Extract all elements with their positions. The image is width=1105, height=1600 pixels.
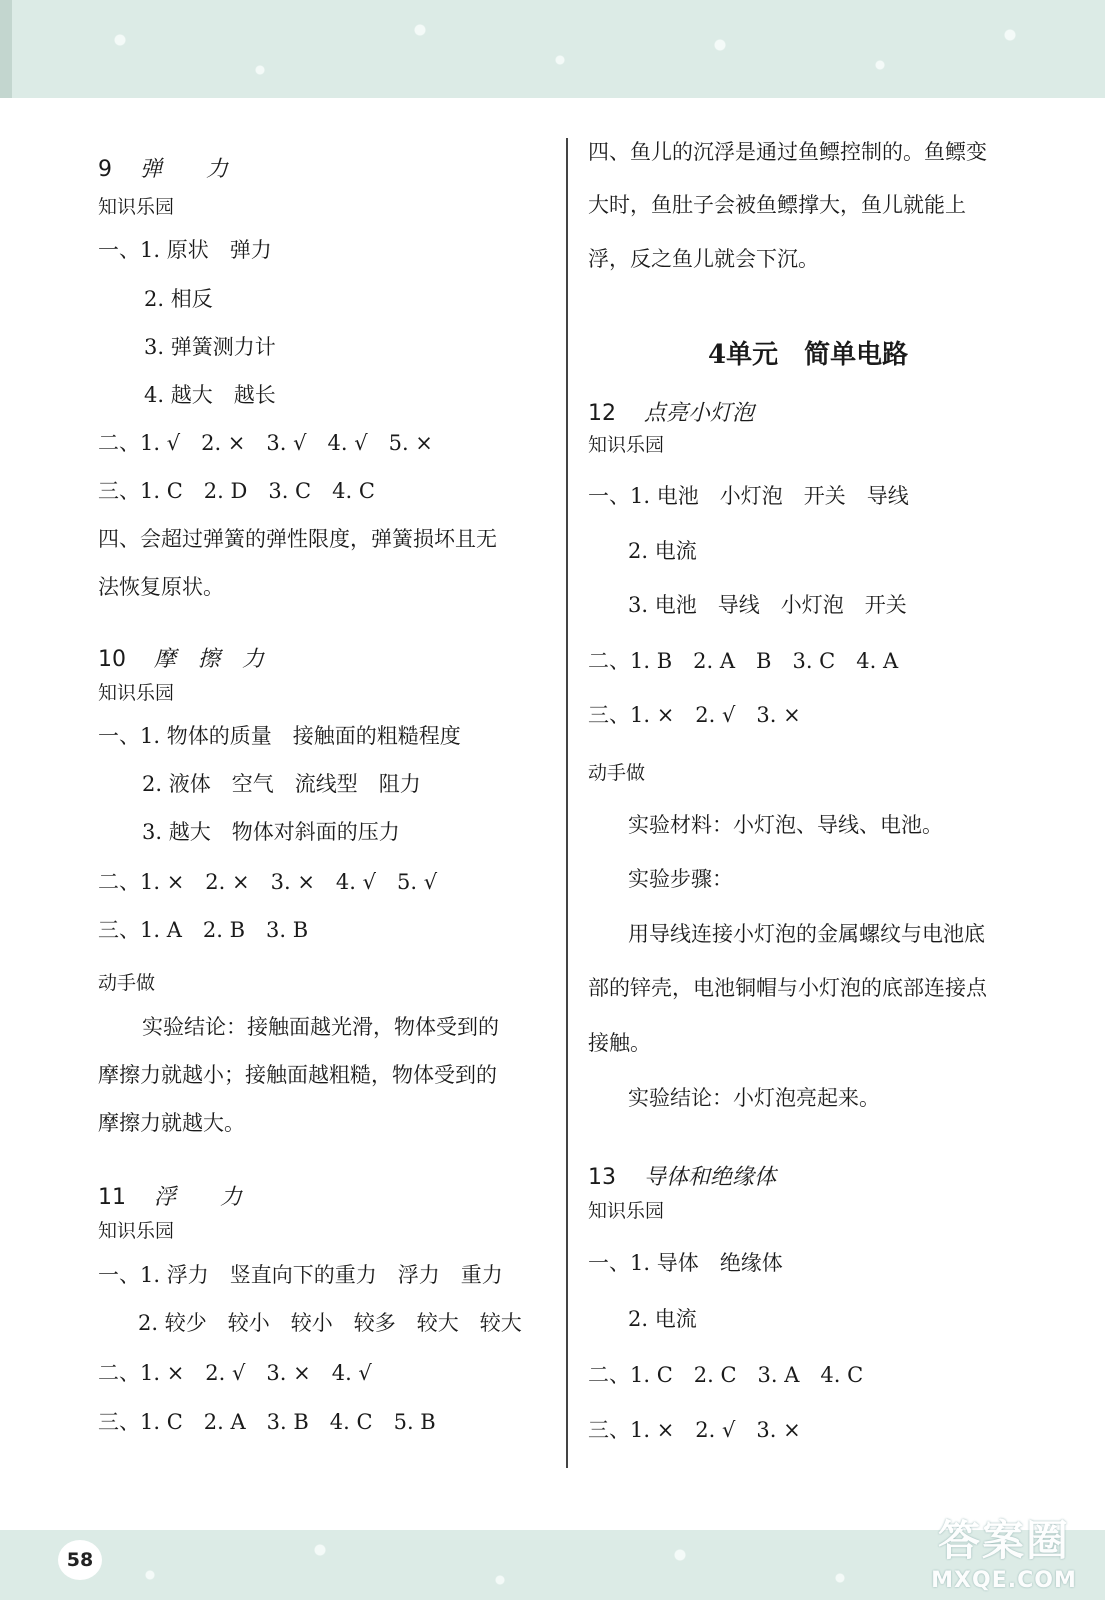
section-name: 浮 力 xyxy=(154,1185,243,1210)
section-title-12 xyxy=(588,396,754,427)
answer-line: 2. 液体 空气 流线型 阻力 xyxy=(142,772,421,796)
answer-line: 2. 较少 较小 较小 较多 较大 较大 xyxy=(138,1311,522,1335)
answer-line: 四、鱼儿的沉浮是通过鱼鳔控制的。鱼鳔变 xyxy=(588,140,987,164)
answer-line: 3. 越大 物体对斜面的压力 xyxy=(142,820,400,844)
answer-line: 实验结论：小灯泡亮起来。 xyxy=(628,1086,880,1110)
answer-line: 2. 电流 xyxy=(628,1307,697,1331)
subheading: 知识乐园 xyxy=(98,1220,175,1242)
answer-line: 二、1. × 2. × 3. × 4. √ 5. √ xyxy=(98,870,438,894)
column-divider xyxy=(566,138,568,1468)
answer-line: 三、1. C 2. D 3. C 4. C xyxy=(98,479,375,503)
answer-line: 一、1. 原状 弹力 xyxy=(98,238,272,262)
answer-line: 二、1. × 2. √ 3. × 4. √ xyxy=(98,1361,372,1385)
section-number: 13 xyxy=(588,1165,616,1190)
answer-line: 浮，反之鱼儿就会下沉。 xyxy=(588,247,819,271)
watermark-logo-text: 答案圈 xyxy=(937,1516,1070,1565)
answer-line: 用导线连接小灯泡的金属螺纹与电池底 xyxy=(628,922,985,946)
answer-line: 一、1. 物体的质量 接触面的粗糙程度 xyxy=(98,724,461,748)
header-decoration xyxy=(0,0,1105,98)
answer-line: 三、1. C 2. A 3. B 4. C 5. B xyxy=(98,1410,436,1434)
subheading: 动手做 xyxy=(588,762,646,784)
section-title-13 xyxy=(588,1160,776,1191)
subheading: 知识乐园 xyxy=(98,196,175,218)
section-name: 点亮小灯泡 xyxy=(644,401,755,426)
subheading: 动手做 xyxy=(98,972,156,994)
answer-line: 三、1. A 2. B 3. B xyxy=(98,918,309,942)
answer-line: 摩擦力就越小；接触面越粗糙，物体受到的 xyxy=(98,1063,497,1087)
subheading: 知识乐园 xyxy=(588,434,665,456)
answer-line: 一、1. 浮力 竖直向下的重力 浮力 重力 xyxy=(98,1263,503,1287)
answer-line: 3. 弹簧测力计 xyxy=(144,335,276,359)
answer-line: 实验步骤： xyxy=(628,867,733,891)
subheading: 知识乐园 xyxy=(588,1200,665,1222)
subheading: 知识乐园 xyxy=(98,682,175,704)
section-title-10 xyxy=(98,642,264,673)
answer-line: 2. 电流 xyxy=(628,539,697,563)
answer-line: 3. 电池 导线 小灯泡 开关 xyxy=(628,593,907,617)
section-number: 11 xyxy=(98,1185,126,1210)
answer-line: 接触。 xyxy=(588,1031,651,1055)
watermark-url: MXQE.COM xyxy=(931,1568,1077,1593)
watermark-logo xyxy=(915,1508,1093,1594)
answer-line: 二、1. C 2. C 3. A 4. C xyxy=(588,1363,864,1387)
answer-line: 一、1. 电池 小灯泡 开关 导线 xyxy=(588,484,909,508)
section-name: 导体和绝缘体 xyxy=(644,1165,777,1190)
answer-line: 法恢复原状。 xyxy=(98,575,224,599)
section-title-9 xyxy=(98,152,228,183)
answer-line: 二、1. B 2. A B 3. C 4. A xyxy=(588,649,899,673)
answer-line: 三、1. × 2. √ 3. × xyxy=(588,703,801,727)
section-number: 10 xyxy=(98,647,126,672)
page-number: 58 xyxy=(58,1540,102,1580)
answer-line: 2. 相反 xyxy=(144,287,213,311)
answer-line: 一、1. 导体 绝缘体 xyxy=(588,1251,783,1275)
answer-line: 实验结论：接触面越光滑，物体受到的 xyxy=(142,1015,499,1039)
answer-line: 4. 越大 越长 xyxy=(144,383,276,407)
answer-line: 摩擦力就越大。 xyxy=(98,1111,245,1135)
answer-line: 二、1. √ 2. × 3. √ 4. √ 5. × xyxy=(98,431,433,455)
section-name: 弹 力 xyxy=(140,157,229,182)
answer-line: 大时，鱼肚子会被鱼鳔撑大，鱼儿就能上 xyxy=(588,193,966,217)
answer-line: 三、1. × 2. √ 3. × xyxy=(588,1418,801,1442)
section-number: 9 xyxy=(98,157,112,182)
section-title-11 xyxy=(98,1180,242,1211)
section-name: 摩 擦 力 xyxy=(154,647,265,672)
unit-title: 4单元 简单电路 xyxy=(708,340,909,370)
answer-line: 四、会超过弹簧的弹性限度，弹簧损坏且无 xyxy=(98,527,497,551)
answer-line: 部的锌壳，电池铜帽与小灯泡的底部连接点 xyxy=(588,976,987,1000)
answer-line: 实验材料：小灯泡、导线、电池。 xyxy=(628,813,943,837)
section-number: 12 xyxy=(588,401,616,426)
